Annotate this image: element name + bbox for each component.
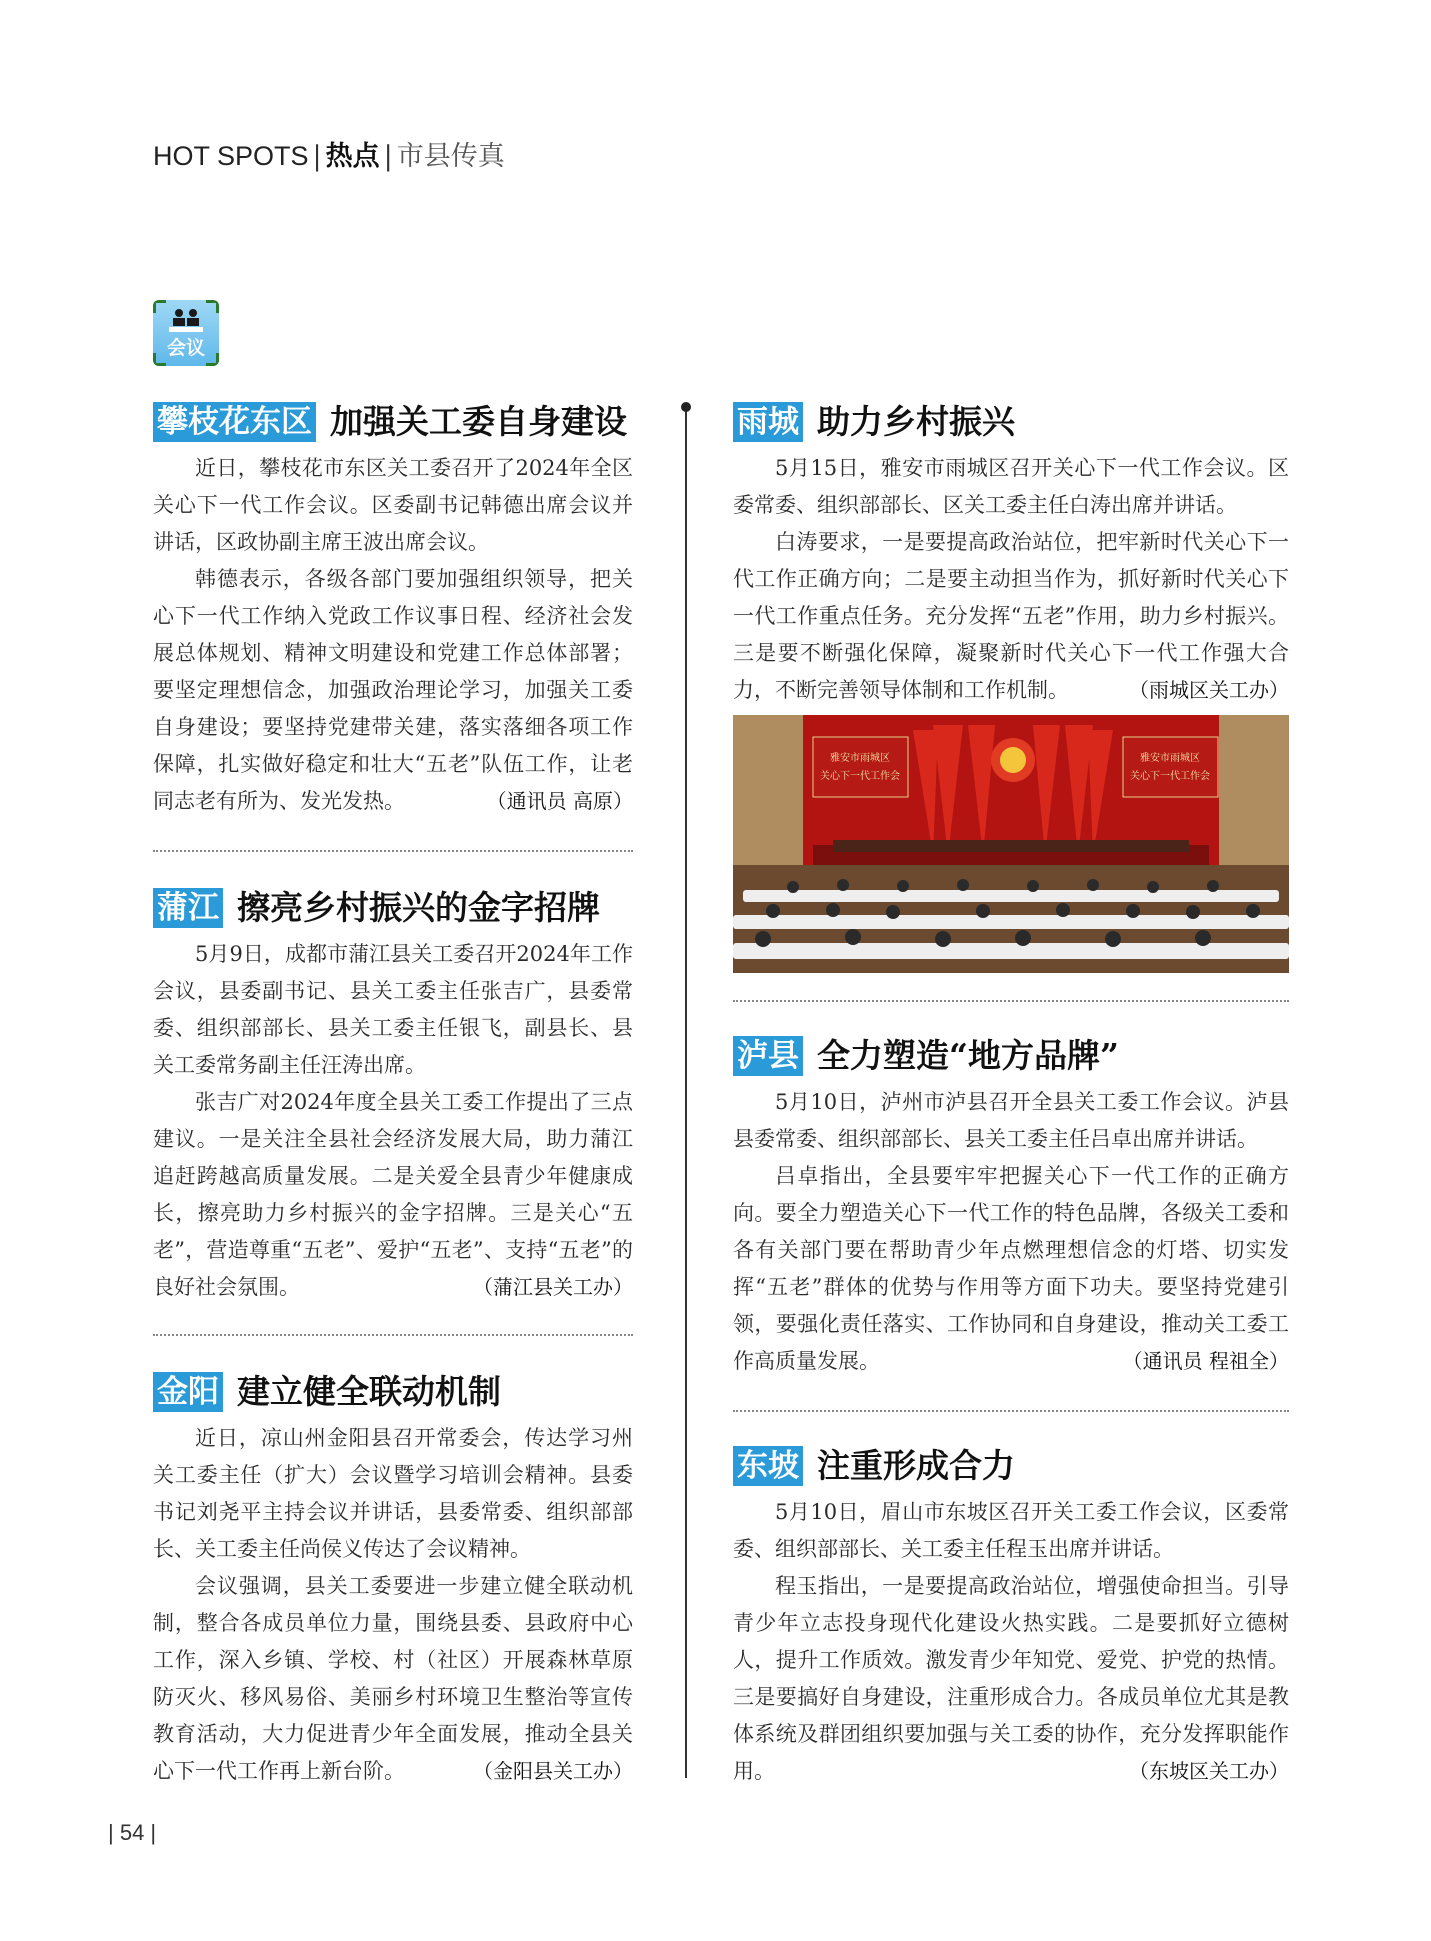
article-headline: 擦亮乡村振兴的金字招牌 bbox=[237, 888, 600, 927]
article-title bbox=[153, 402, 633, 442]
article-dongpo bbox=[733, 1446, 1289, 1790]
article-paragraph: 近日，凉山州金阳县召开常委会，传达学习州关工委主任（扩大）会议暨学习培训会精神。县委书记刘尧平主持会议并讲话，县委常委、组织部部长、关工委主任尚侯义传达了会议精神。 bbox=[153, 1426, 633, 1561]
article-title bbox=[733, 1446, 1289, 1486]
article-headline: 加强关工委自身建设 bbox=[330, 402, 627, 441]
header-separator: | bbox=[383, 141, 393, 172]
header-separator: | bbox=[312, 141, 322, 172]
article-title bbox=[153, 1372, 633, 1412]
people-meeting-icon bbox=[153, 300, 219, 366]
people-icon bbox=[167, 308, 205, 334]
column-divider bbox=[685, 408, 687, 1778]
header-section: 市县传真 bbox=[396, 141, 505, 172]
article-source: （蒲江县关工办） bbox=[473, 1275, 633, 1299]
banner-left-line1: 雅安市雨城区 bbox=[830, 753, 890, 764]
article-yucheng bbox=[733, 402, 1289, 709]
meeting-label: 会议 bbox=[166, 337, 205, 359]
region-tag: 金阳 bbox=[153, 1372, 223, 1412]
meeting-photo bbox=[733, 715, 1289, 973]
article-paragraph: 吕卓指出，全县要牢牢把握关心下一代工作的正确方向。要全力塑造关心下一代工作的特色品牌，各级关工委和各有关部门要在帮助青少年点燃理想信念的灯塔、切实发挥“五老”群体的优势与作用等方面下功夫。要坚持党建引领，要强化责任落实、工作协同和自身建设，推动关工委工作高质量发展。 （通讯员 程祖全） bbox=[733, 1158, 1289, 1380]
region-tag: 东坡 bbox=[733, 1446, 803, 1486]
dotted-separator bbox=[153, 1334, 633, 1336]
page-header bbox=[153, 140, 505, 173]
article-paragraph: 白涛要求，一是要提高政治站位，把牢新时代关心下一代工作正确方向；二是要主动担当作为，抓好新时代关心下一代工作重点任务。充分发挥“五老”作用，助力乡村振兴。三是要不断强化保障，凝聚新时代关心下一代工作强大合力，不断完善领导体制和工作机制。 （雨城区关工办） bbox=[733, 524, 1289, 709]
article-title bbox=[733, 402, 1289, 442]
dotted-separator bbox=[733, 1000, 1289, 1002]
article-title bbox=[153, 888, 633, 928]
article-paragraph: 程玉指出，一是要提高政治站位，增强使命担当。引导青少年立志投身现代化建设火热实践。二是要抓好立德树人，提升工作质效。激发青少年知党、爱党、护党的热情。三是要搞好自身建设，注重形成合力。各成员单位尤其是教体系统及群团组织要加强与关工委的协作，充分发挥职能作用。 （东坡区关工办） bbox=[733, 1568, 1289, 1790]
article-paragraph: 5月15日，雅安市雨城区召开关心下一代工作会议。区委常委、组织部部长、区关工委主任白涛出席并讲话。 bbox=[733, 456, 1289, 517]
article-source: （通讯员 高原） bbox=[486, 789, 633, 813]
article-jinyang bbox=[153, 1372, 633, 1790]
article-source: （通讯员 程祖全） bbox=[1122, 1349, 1289, 1373]
article-source: （雨城区关工办） bbox=[1129, 678, 1289, 702]
dotted-separator bbox=[153, 850, 633, 852]
article-paragraph: 5月10日，泸州市泸县召开全县关工委工作会议。泸县县委常委、组织部部长、县关工委主任吕卓出席并讲话。 bbox=[733, 1090, 1289, 1151]
article-pujiang bbox=[153, 888, 633, 1306]
region-tag: 蒲江 bbox=[153, 888, 223, 928]
dotted-separator bbox=[733, 1410, 1289, 1412]
article-paragraph: 韩德表示，各级各部门要加强组织领导，把关心下一代工作纳入党政工作议事日程、经济社会发展总体规划、精神文明建设和党建工作总体部署；要坚定理想信念，加强政治理论学习，加强关工委自身建设；要坚持党建带关建，落实落细各项工作保障，扎实做好稳定和壮大“五老”队伍工作，让老同志老有所为、发光发热。 （通讯员 高原） bbox=[153, 561, 633, 820]
banner-right-line2: 关心下一代工作会 bbox=[1130, 771, 1210, 782]
region-tag: 泸县 bbox=[733, 1036, 803, 1076]
page-number: | 54 | bbox=[108, 1820, 157, 1845]
article-luxian bbox=[733, 1036, 1289, 1380]
article-paragraph: 会议强调，县关工委要进一步建立健全联动机制，整合各成员单位力量，围绕县委、县政府中心工作，深入乡镇、学校、村（社区）开展森林草原防灭火、移风易俗、美丽乡村环境卫生整治等宣传教育活动，大力促进青少年全面发展，推动全县关心下一代工作再上新台阶。 （金阳县关工办） bbox=[153, 1568, 633, 1790]
article-source: （金阳县关工办） bbox=[473, 1759, 633, 1783]
meeting-photo-graphic bbox=[733, 715, 1289, 973]
article-paragraph: 5月10日，眉山市东坡区召开关工委工作会议，区委常委、组织部部长、关工委主任程玉出席并讲话。 bbox=[733, 1500, 1289, 1561]
article-dongqu bbox=[153, 402, 633, 820]
header-english: HOT SPOTS bbox=[153, 141, 309, 171]
article-source: （东坡区关工办） bbox=[1129, 1759, 1289, 1783]
article-paragraph: 张吉广对2024年度全县关工委工作提出了三点建议。一是关注全县社会经济发展大局，助力蒲江追赶跨越高质量发展。二是关爱全县青少年健康成长，擦亮助力乡村振兴的金字招牌。三是关心“五老”，营造尊重“五老”、爱护“五老”、支持“五老”的良好社会氛围。 （蒲江县关工办） bbox=[153, 1084, 633, 1306]
header-hot: 热点 bbox=[325, 141, 380, 172]
banner-left-line2: 关心下一代工作会 bbox=[820, 771, 900, 782]
region-tag: 雨城 bbox=[733, 402, 803, 442]
article-headline: 全力塑造“地方品牌” bbox=[817, 1036, 1119, 1075]
article-headline: 助力乡村振兴 bbox=[817, 402, 1015, 441]
article-headline: 建立健全联动机制 bbox=[237, 1372, 501, 1411]
banner-right-line1: 雅安市雨城区 bbox=[1140, 753, 1200, 764]
article-paragraph: 近日，攀枝花市东区关工委召开了2024年全区关心下一代工作会议。区委副书记韩德出席会议并讲话，区政协副主席王波出席会议。 bbox=[153, 456, 633, 554]
region-tag: 攀枝花东区 bbox=[153, 402, 316, 442]
article-headline: 注重形成合力 bbox=[817, 1446, 1015, 1485]
article-paragraph: 5月9日，成都市蒲江县关工委召开2024年工作会议，县委副书记、县关工委主任张吉广，县委常委、组织部部长、县关工委主任银飞，副县长、县关工委常务副主任汪涛出席。 bbox=[153, 942, 633, 1077]
article-title bbox=[733, 1036, 1289, 1076]
